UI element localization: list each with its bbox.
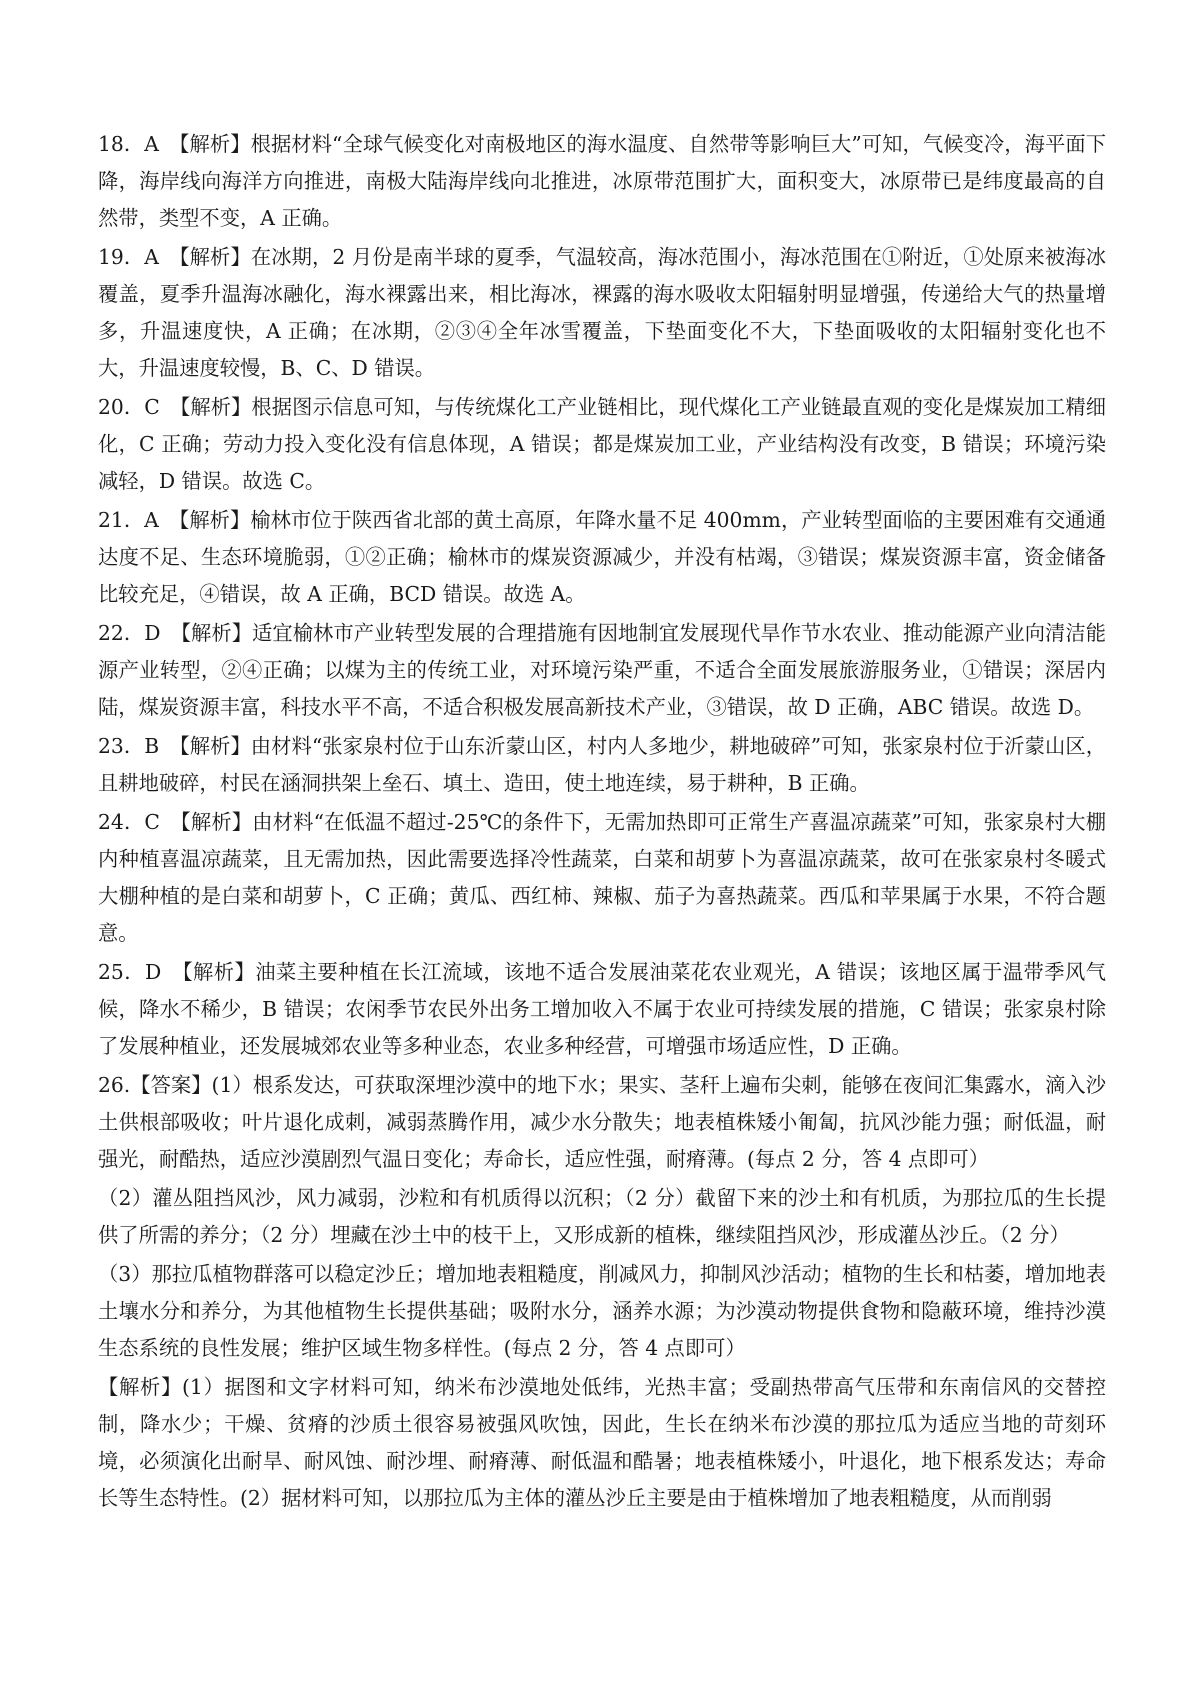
answer-20: 20．C 【解析】根据图示信息可知，与传统煤化工产业链相比，现代煤化工产业链最直观的变化是煤炭加工精细化，C 正确；劳动力投入变化没有信息体现，A 错误；都是煤炭加工业，产业结构没有改变，B 错误；环境污染减轻，D 错误。故选 C。 [98,395,1106,493]
answer-23: 23．B 【解析】由材料“张家泉村位于山东沂蒙山区，村内人多地少，耕地破碎”可知，张家泉村位于沂蒙山区，且耕地破碎，村民在涵洞拱架上垒石、填土、造田，使土地连续，易于耕种，B 正确。 [98,734,1106,795]
answer-24: 24．C 【解析】由材料“在低温不超过-25℃的条件下，无需加热即可正常生产喜温凉蔬菜”可知，张家泉村大棚内种植喜温凉蔬菜，且无需加热，因此需要选择冷性蔬菜，白菜和胡萝卜为喜温凉蔬菜，故可在张家泉村冬暖式大棚种植的是白菜和胡萝卜，C 正确；黄瓜、西红柿、辣椒、茄子为喜热蔬菜。西瓜和苹果属于水果，不符合题意。 [98,810,1106,945]
answer-26-part-3: （3）那拉瓜植物群落可以稳定沙丘；增加地表粗糙度，削减风力，抑制风沙活动；植物的生长和枯萎，增加地表土壤水分和养分，为其他植物生长提供基础；吸附水分，涵养水源；为沙漠动物提供食物和隐蔽环境，维持沙漠生态系统的良性发展；维护区域生物多样性。(每点 2 分，答 4 点即可） [98,1262,1106,1360]
answer-26-part-2: （2）灌丛阻挡风沙，风力减弱，沙粒和有机质得以沉积；（2 分）截留下来的沙土和有机质，为那拉瓜的生长提供了所需的养分；（2 分）埋藏在沙土中的枝干上，又形成新的植株，继续阻挡风沙，形成灌丛沙丘。（2 分） [98,1186,1106,1247]
answer-22: 22．D 【解析】适宜榆林市产业转型发展的合理措施有因地制宜发展现代旱作节水农业、推动能源产业向清洁能源产业转型，②④正确；以煤为主的传统工业，对环境污染严重，不适合全面发展旅游服务业，①错误；深居内陆，煤炭资源丰富，科技水平不高，不适合积极发展高新技术产业，③错误，故 D 正确，ABC 错误。故选 D。 [98,621,1106,719]
answer-19: 19．A 【解析】在冰期，2 月份是南半球的夏季，气温较高，海冰范围小，海冰范围在①附近，①处原来被海冰覆盖，夏季升温海冰融化，海水裸露出来，相比海冰，裸露的海水吸收太阳辐射明显增强，传递给大气的热量增多，升温速度快，A 正确；在冰期，②③④全年冰雪覆盖，下垫面变化不大，下垫面吸收的太阳辐射变化也不大，升温速度较慢，B、C、D 错误。 [98,245,1106,380]
answer-25: 25．D 【解析】油菜主要种植在长江流域，该地不适合发展油菜花农业观光，A 错误；该地区属于温带季风气候，降水不稀少，B 错误；农闲季节农民外出务工增加收入不属于农业可持续发展的措施，C 错误；张家泉村除了发展种植业，还发展城郊农业等多种业态，农业多种经营，可增强市场适应性，D 正确。 [98,960,1106,1058]
answer-document [98,126,1106,1519]
answer-18: 18．A 【解析】根据材料“全球气候变化对南极地区的海水温度、自然带等影响巨大”可知，气候变冷，海平面下降，海岸线向海洋方向推进，南极大陆海岸线向北推进，冰原带范围扩大，面积变大，冰原带已是纬度最高的自然带，类型不变，A 正确。 [98,132,1106,230]
answer-21: 21．A 【解析】榆林市位于陕西省北部的黄土高原，年降水量不足 400mm，产业转型面临的主要困难有交通通达度不足、生态环境脆弱，①②正确；榆林市的煤炭资源减少，并没有枯竭，③错误；煤炭资源丰富，资金储备比较充足，④错误，故 A 正确，BCD 错误。故选 A。 [98,508,1106,606]
answer-26-analysis: 【解析】(1）据图和文字材料可知，纳米布沙漠地处低纬，光热丰富；受副热带高气压带和东南信风的交替控制，降水少；干燥、贫瘠的沙质土很容易被强风吹蚀，因此，生长在纳米布沙漠的那拉瓜为适应当地的苛刻环境，必须演化出耐旱、耐风蚀、耐沙埋、耐瘠薄、耐低温和酷暑；地表植株矮小，叶退化，地下根系发达；寿命长等生态特性。(2）据材料可知，以那拉瓜为主体的灌丛沙丘主要是由于植株增加了地表粗糙度，从而削弱 [98,1375,1106,1510]
answer-26-part-1: 26.【答案】(1）根系发达，可获取深埋沙漠中的地下水；果实、茎秆上遍布尖刺，能够在夜间汇集露水，滴入沙土供根部吸收；叶片退化成刺，减弱蒸腾作用，减少水分散失；地表植株矮小匍匐，抗风沙能力强；耐低温，耐强光，耐酷热，适应沙漠剧烈气温日变化；寿命长，适应性强，耐瘠薄。(每点 2 分，答 4 点即可） [98,1073,1106,1171]
